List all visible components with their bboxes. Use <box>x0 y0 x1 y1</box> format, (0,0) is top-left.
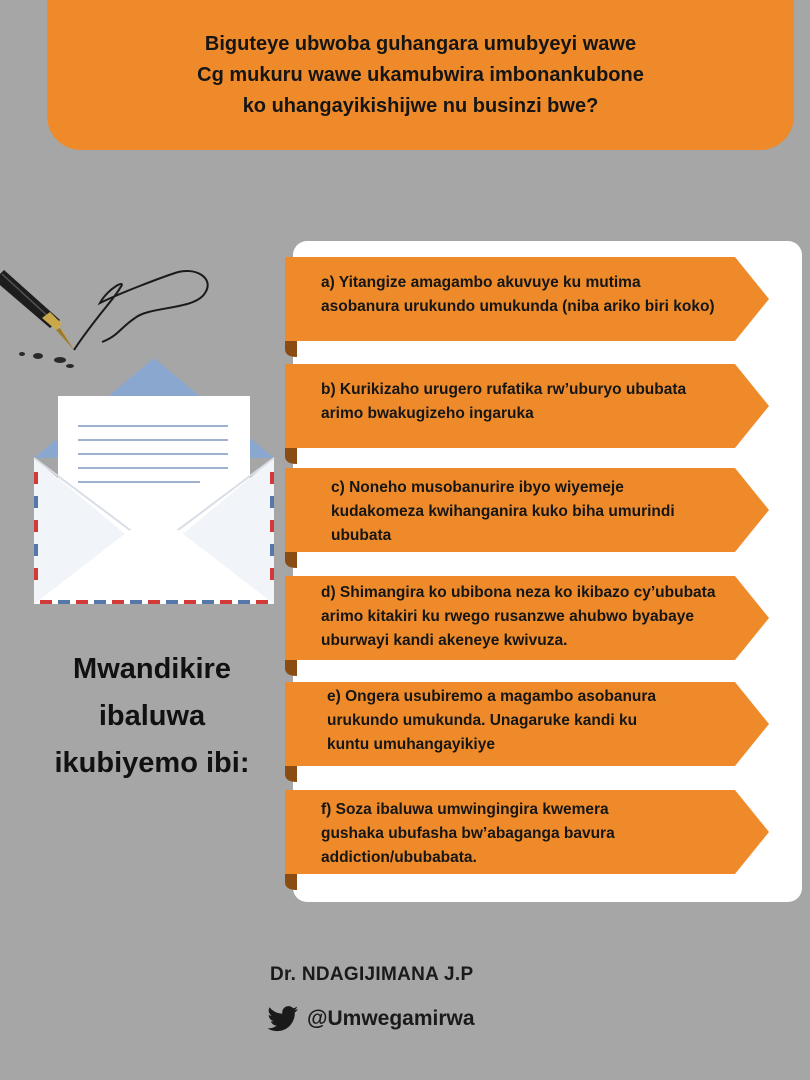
step-text: a) Yitangize amagambo akuvuye ku mutima asobanura urukundo umukunda (niba ariko biri koko) <box>321 274 715 315</box>
step-item-a <box>285 257 769 357</box>
pen-and-envelope-illustration <box>0 258 285 608</box>
step-item-c <box>285 468 769 568</box>
step-item-d <box>285 576 769 676</box>
header-banner <box>47 0 794 150</box>
header-line-2: Cg mukuru wawe ukamubwira imbonankubone <box>197 63 644 86</box>
heading-line-1: Mwandikire <box>73 653 231 685</box>
heading-line-2: ibaluwa <box>98 700 206 732</box>
twitter-handle[interactable] <box>267 1006 475 1032</box>
step-item-b <box>285 364 769 464</box>
author-name: Dr. NDAGIJIMANA J.P <box>270 964 474 985</box>
letter-instruction-heading <box>52 646 252 787</box>
step-item-e <box>285 682 769 782</box>
step-text: b) Kurikizaho urugero rufatika rw’uburyo ububata arimo bwakugizeho ingaruka <box>321 381 687 422</box>
header-line-1: Biguteye ubwoba guhangara umubyeyi wawe <box>204 32 637 55</box>
header-line-3: ko uhangayikishijwe nu businzi bwe? <box>242 94 599 117</box>
heading-line-3: ikubiyemo ibi: <box>54 747 250 779</box>
step-item-f <box>285 790 769 890</box>
twitter-handle-text: @Umwegamirwa <box>307 1007 475 1030</box>
step-text: f) Soza ibaluwa umwingingira kwemera gushaka ubufasha bw’abaganga bavura addiction/ububabata. <box>321 801 615 866</box>
fountain-pen-icon <box>0 270 74 350</box>
step-text: e) Ongera usubiremo a magambo asobanura urukundo umukunda. Unagaruke kandi ku kuntu umuhangayikiye <box>327 688 657 753</box>
envelope-icon <box>34 358 274 604</box>
step-text: c) Noneho musobanurire ibyo wiyemeje kudakomeza kwihanganira kuko biha umurindi ububata <box>331 479 675 544</box>
step-text: d) Shimangira ko ubibona neza ko ikibazo cy’ububata arimo kitakiri ku rwego rusanzwe ahubwo byabaye uburwayi kandi akeneye kwivuza. <box>321 584 716 649</box>
twitter-bird-icon <box>267 1006 299 1032</box>
